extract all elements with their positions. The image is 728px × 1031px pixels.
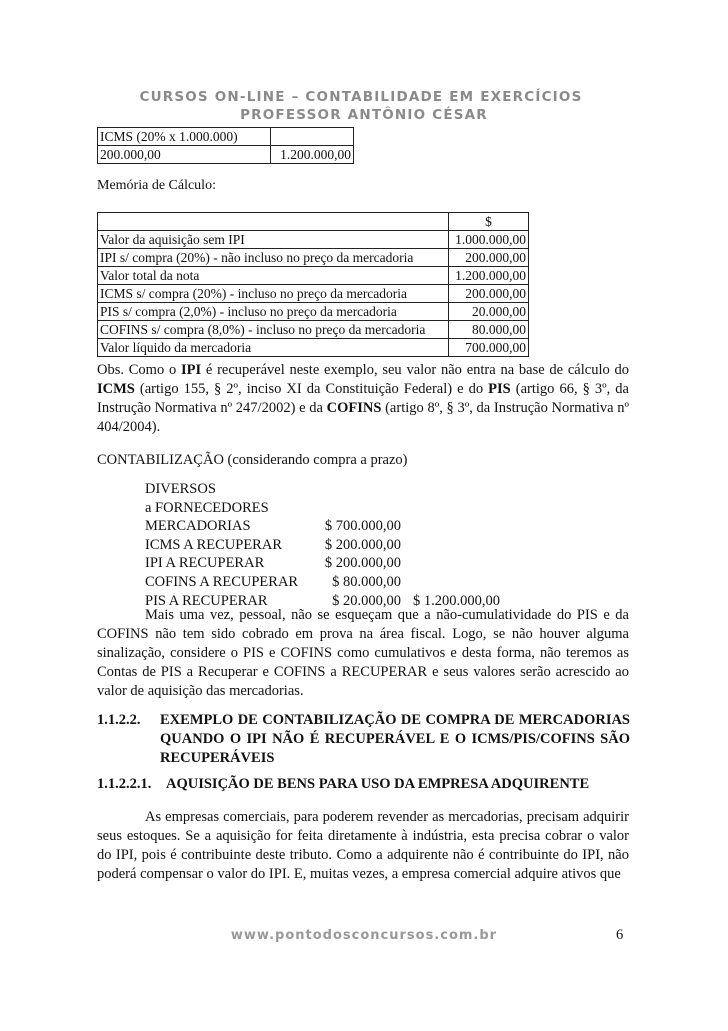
row-description: Valor total da nota (98, 267, 449, 285)
table-row (98, 285, 529, 303)
section-number: 1.1.2.2.1. (97, 776, 152, 792)
obs-pis: PIS (488, 381, 511, 397)
table-cell (98, 213, 449, 231)
entry-label: MERCADORIAS (145, 518, 251, 535)
entry-label: ICMS A RECUPERAR (145, 536, 282, 553)
table-row (98, 303, 529, 321)
obs-text: é recuperável neste exemplo, seu valor não entra na base de cálculo do (201, 362, 629, 378)
row-description: ICMS s/ compra (20%) - incluso no preço da mercadoria (98, 285, 449, 303)
entry-credit-header: a FORNECEDORES (145, 499, 269, 516)
icms-table-cell: ICMS (20% x 1.000.000) (98, 128, 271, 146)
row-description: Valor líquido da mercadoria (98, 339, 449, 357)
row-description: IPI s/ compra (20%) - não incluso no preço da mercadoria (98, 249, 449, 267)
icms-table (97, 127, 354, 164)
row-value: 1.000.000,00 (449, 231, 529, 249)
obs-text: (artigo 155, § 2º, inciso XI da Constituição Federal) e do (134, 381, 489, 397)
row-description: Valor da aquisição sem IPI (98, 231, 449, 249)
entry-amount: $ 80.000,00 (332, 573, 401, 590)
table-row (98, 267, 529, 285)
entry-amount: $ 200.000,00 (324, 536, 401, 553)
footer-url: www.pontodosconcursos.com.br (230, 928, 498, 943)
row-description: COFINS s/ compra (8,0%) - incluso no preço da mercadoria (98, 321, 449, 339)
entry-total: $ 1.200.000,00 (413, 592, 500, 609)
row-value: 1.200.000,00 (449, 267, 529, 285)
calc-table (97, 212, 529, 357)
contab-title: CONTABILIZAÇÃO (considerando compra a prazo) (97, 452, 408, 468)
paragraph-aquisicao: As empresas comerciais, para poderem revender as mercadorias, precisam adquirir seus estoques. Se a aquisição for feita diretamente à indústria, esta precisa cobrar o valor do IPI, pois é contribuinte deste tributo. Como a adquirente não é contribuinte do IPI, não poderá compensar o valor do IPI. E, muitas vezes, a empresa comercial adquire ativos que (97, 809, 629, 882)
table-row (98, 321, 529, 339)
section-heading (97, 711, 630, 768)
obs-text: Obs. Como o (97, 362, 181, 378)
paragraph-pis-cofins: Mais uma vez, pessoal, não se esqueçam que a não-cumulatividade do PIS e da COFINS não tem sido cobrado em prova na área fiscal. Logo, se não houver alguma sinalização, considere o PIS e COFINS como cumulativos e desta forma, não teremos as Contas de PIS a Recuperar e COFINS a RECUPERAR e seus valores serão acrescido ao valor de aquisição das mercadorias. (97, 607, 629, 699)
icms-table-cell (271, 128, 354, 146)
row-value: 20.000,00 (449, 303, 529, 321)
entry-label: COFINS A RECUPERAR (145, 573, 299, 590)
table-row (98, 231, 529, 249)
icms-table-cell: 200.000,00 (98, 146, 271, 164)
table-row (98, 213, 529, 231)
obs-text: (artigo 66, § 3º, da Instrução Normativa nº 247/2002) e da (97, 381, 629, 416)
icms-table-cell: 1.200.000,00 (271, 146, 354, 164)
professor-name: PROFESSOR ANTÔNIO CÉSAR (240, 107, 488, 123)
entry-debit-header: DIVERSOS (145, 481, 216, 497)
entry-amount: $ 20.000,00 (332, 592, 401, 609)
memo-label: Memória de Cálculo: (97, 178, 216, 193)
entry-amount: $ 200.000,00 (324, 555, 401, 572)
page-number: 6 (616, 927, 624, 943)
obs-ipi: IPI (180, 362, 202, 378)
row-value: 200.000,00 (449, 285, 529, 303)
section-title: EXEMPLO DE CONTABILIZAÇÃO DE COMPRA DE MERCADORIAS QUANDO O IPI NÃO É RECUPERÁVEL E O ICMS/PIS/COFINS SÃO RECUPERÁVEIS (160, 712, 630, 766)
section-title: AQUISIÇÃO DE BENS PARA USO DA EMPRESA ADQUIRENTE (166, 776, 590, 792)
table-row (98, 249, 529, 267)
section-number: 1.1.2.2. (97, 712, 141, 728)
row-value: 200.000,00 (449, 249, 529, 267)
row-value: 80.000,00 (449, 321, 529, 339)
entry-amount: $ 700.000,00 (324, 518, 401, 535)
row-description: PIS s/ compra (2,0%) - incluso no preço da mercadoria (98, 303, 449, 321)
subsection-heading (97, 775, 630, 794)
row-value: 700.000,00 (449, 339, 529, 357)
page-header (0, 88, 728, 124)
course-title: CURSOS ON-LINE – CONTABILIDADE EM EXERCÍCIOS (139, 89, 583, 105)
table-row (98, 339, 529, 357)
currency-header: $ (449, 213, 529, 231)
obs-icms: ICMS (97, 381, 135, 397)
entry-label: PIS A RECUPERAR (145, 592, 268, 609)
obs-cofins: COFINS (326, 400, 382, 416)
entry-label: IPI A RECUPERAR (145, 555, 265, 572)
obs-paragraph (97, 361, 629, 437)
obs-text: (artigo 8º, § 3º, da Instrução Normativa nº 404/2004). (97, 400, 629, 435)
